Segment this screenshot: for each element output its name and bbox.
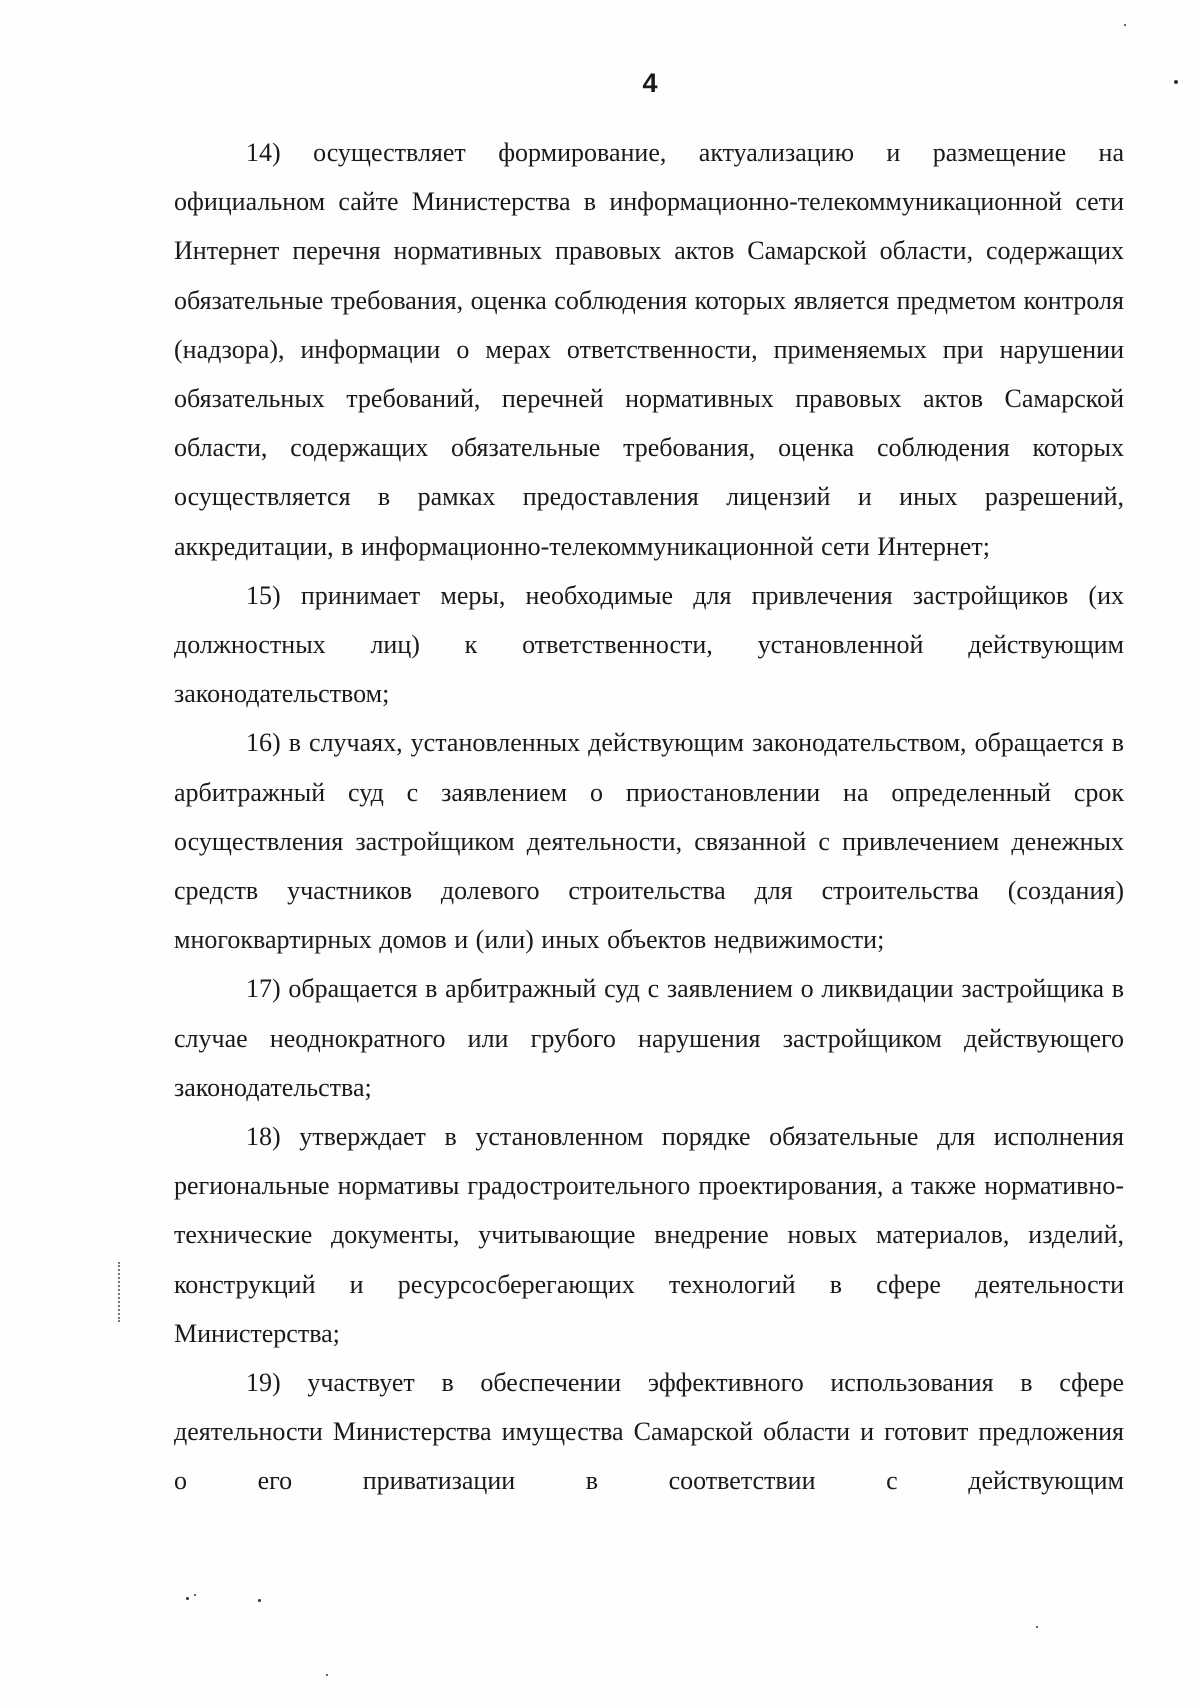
scan-speck (1124, 24, 1126, 26)
page-number (0, 68, 1200, 99)
scan-speck (186, 1597, 189, 1600)
scan-speck (1174, 80, 1178, 84)
scan-speck (1036, 1626, 1038, 1628)
document-body (174, 128, 1124, 1506)
paragraph-item-15: 15) принимает меры, необходимые для привлечения застройщиков (их должностных лиц) к ответственности, установленной действующим законодательством; (174, 580, 1124, 709)
scan-speck (258, 1599, 261, 1602)
paragraph-item-18: 18) утверждает в установленном порядке обязательные для исполнения региональные нормативы градостроительного проектирования, а также нормативно-технические документы, учитывающие внедрение новых материалов, изделий, конструкций и ресурсосберегающих технологий в сфере деятельности Министерства; (174, 1122, 1124, 1348)
paragraph-item-19: 19) участвует в обеспечении эффективного использования в сфере деятельности Министерства имущества Самарской области и готовит предложения о его приватизации в соответствии с действующим (174, 1368, 1124, 1496)
page-number-text: 4 (642, 68, 658, 98)
scan-edge-dots (118, 1262, 124, 1322)
paragraph-item-14: 14) осуществляет формирование, актуализацию и размещение на официальном сайте Министерства в информационно-телекоммуникационной сети Интернет перечня нормативных правовых актов Самарской области, содержащих обязательные требования, оценка соблюдения которых является предметом контроля (надзора), информации о мерах ответственности, применяемых при нарушении обязательных требований, перечней нормативных правовых актов Самарской области, содержащих обязательные требования, оценка соблюдения которых осуществляется в рамках предоставления лицензий и иных разрешений, аккредитации, в информационно-телекоммуникационной сети Интернет; (174, 138, 1124, 561)
paragraph-item-17: 17) обращается в арбитражный суд с заявлением о ликвидации застройщика в случае неоднократного или грубого нарушения застройщиком действующего законодательства; (174, 974, 1124, 1102)
scan-speck (194, 1594, 196, 1596)
paragraph-item-16: 16) в случаях, установленных действующим законодательством, обращается в арбитражный суд с заявлением о приостановлении на определенный срок осуществления застройщиком деятельности, связанной с привлечением денежных средств участников долевого строительства для строительства (создания) многоквартирных домов и (или) иных объектов недвижимости; (174, 728, 1124, 955)
scan-speck (326, 1674, 328, 1676)
